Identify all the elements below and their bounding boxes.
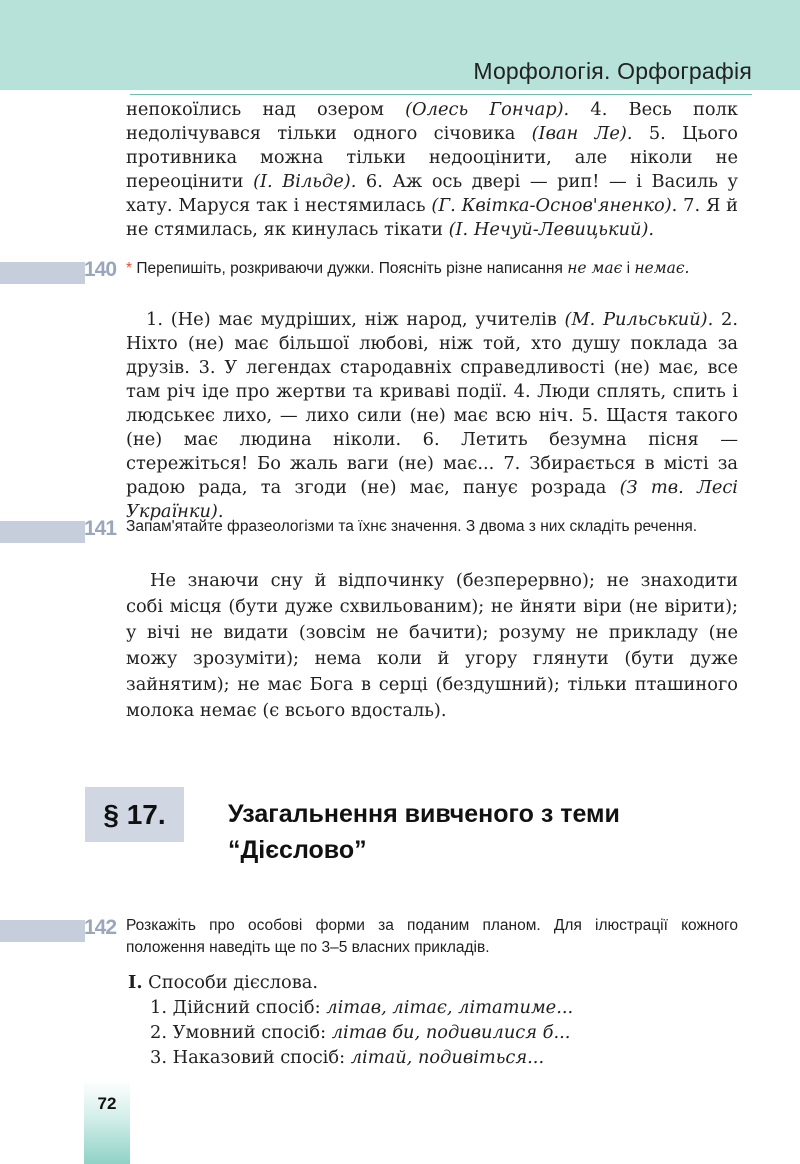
section-number: § 17. — [103, 798, 166, 830]
page-number-tab — [84, 1080, 130, 1164]
section-title-line-2: “Дієслово” — [228, 836, 367, 864]
page-number: 72 — [97, 1094, 117, 1113]
task-142-number: 142 — [84, 916, 117, 939]
star-icon: * — [126, 260, 133, 277]
intro-paragraph: непокоїлись над озером (Олесь Гончар). 4. Весь полк недолічувався тільки одного січовика (Іван Ле). 5. Цього противника можна тільки недооцінити, але ніколи не переоцінити (І. Вільде). 6. Аж ось двері — рип! — і Василь у хату. Маруся так і нестямилась (Г. Квітка-Основ'яненко). 7. Я й не стямилась, як кинулась тікати (І. Нечуй-Левицький). — [126, 99, 739, 240]
plan-heading-text: Способи дієслова. — [148, 972, 319, 993]
task-141-text: Не знаючи сну й відпочинку (безперервно); не знаходити собі місця (бути дуже схвильованим); не йняти віри (не вірити); у вічі не видати (зовсім не бачити); розуму не прикладу (не можу зрозуміти); нема коли й угору глянути (бути дуже зайнятим); не має Бога в серці (бездушний); тільки пташиного молока немає (є всього вдосталь). — [126, 570, 738, 721]
task-142-marker-bar — [0, 920, 85, 942]
task-141-number: 141 — [84, 517, 117, 540]
section-title — [228, 796, 620, 868]
task-140-instruction-text: Перепишіть, розкриваючи дужки. Поясніть різне написання не має і немає. — [136, 259, 690, 277]
plan-item: 1. Дійсний спосіб: літав, літає, літатиме... — [150, 997, 574, 1018]
plan-item: 2. Умовний спосіб: літав би, подивилися б... — [150, 1022, 571, 1043]
task-140-number: 140 — [84, 258, 117, 281]
plan-heading — [128, 970, 318, 995]
plan-heading-number: I. — [128, 972, 143, 993]
task-140-instruction — [126, 257, 738, 280]
task-140-marker-bar — [0, 262, 85, 284]
task-141-instruction: Запам'ятайте фразеологізми та їхнє значення. З двома з них складіть речення. — [126, 518, 698, 535]
section-number-box — [85, 787, 184, 842]
plan-item: 3. Наказовий спосіб: літай, подивіться... — [150, 1047, 545, 1068]
task-142-instruction: Розкажіть про особові форми за поданим планом. Для ілюстрації кожного положення наведіть ще по 3–5 власних прикладів. — [126, 917, 738, 956]
task-141-marker-bar — [0, 521, 85, 543]
section-title-line-1: Узагальнення вивченого з теми — [228, 800, 620, 828]
header-divider — [130, 94, 752, 95]
running-header-title: Морфологія. Орфографія — [473, 58, 752, 84]
task-140-text: 1. (Не) має мудріших, ніж народ, учителів (М. Рильський). 2. Ніхто (не) має більшої любові, ніж той, хто душу поклада за друзів. 3. У легендах стародавніх справедливості (не) має, все там річ іде про жертви та криваві події. 4. Люди сплять, спить і людськеє лихо, — лихо сили (не) має всю ніч. 5. Щастя такого (не) має людина ніколи. 6. Летить безумна пісня — стережіться! Бо жаль ваги (не) має... 7. Збирається в місті за радою рада, та згоди (не) має, панує розрада (З тв. Лесі Українки). — [126, 309, 739, 522]
